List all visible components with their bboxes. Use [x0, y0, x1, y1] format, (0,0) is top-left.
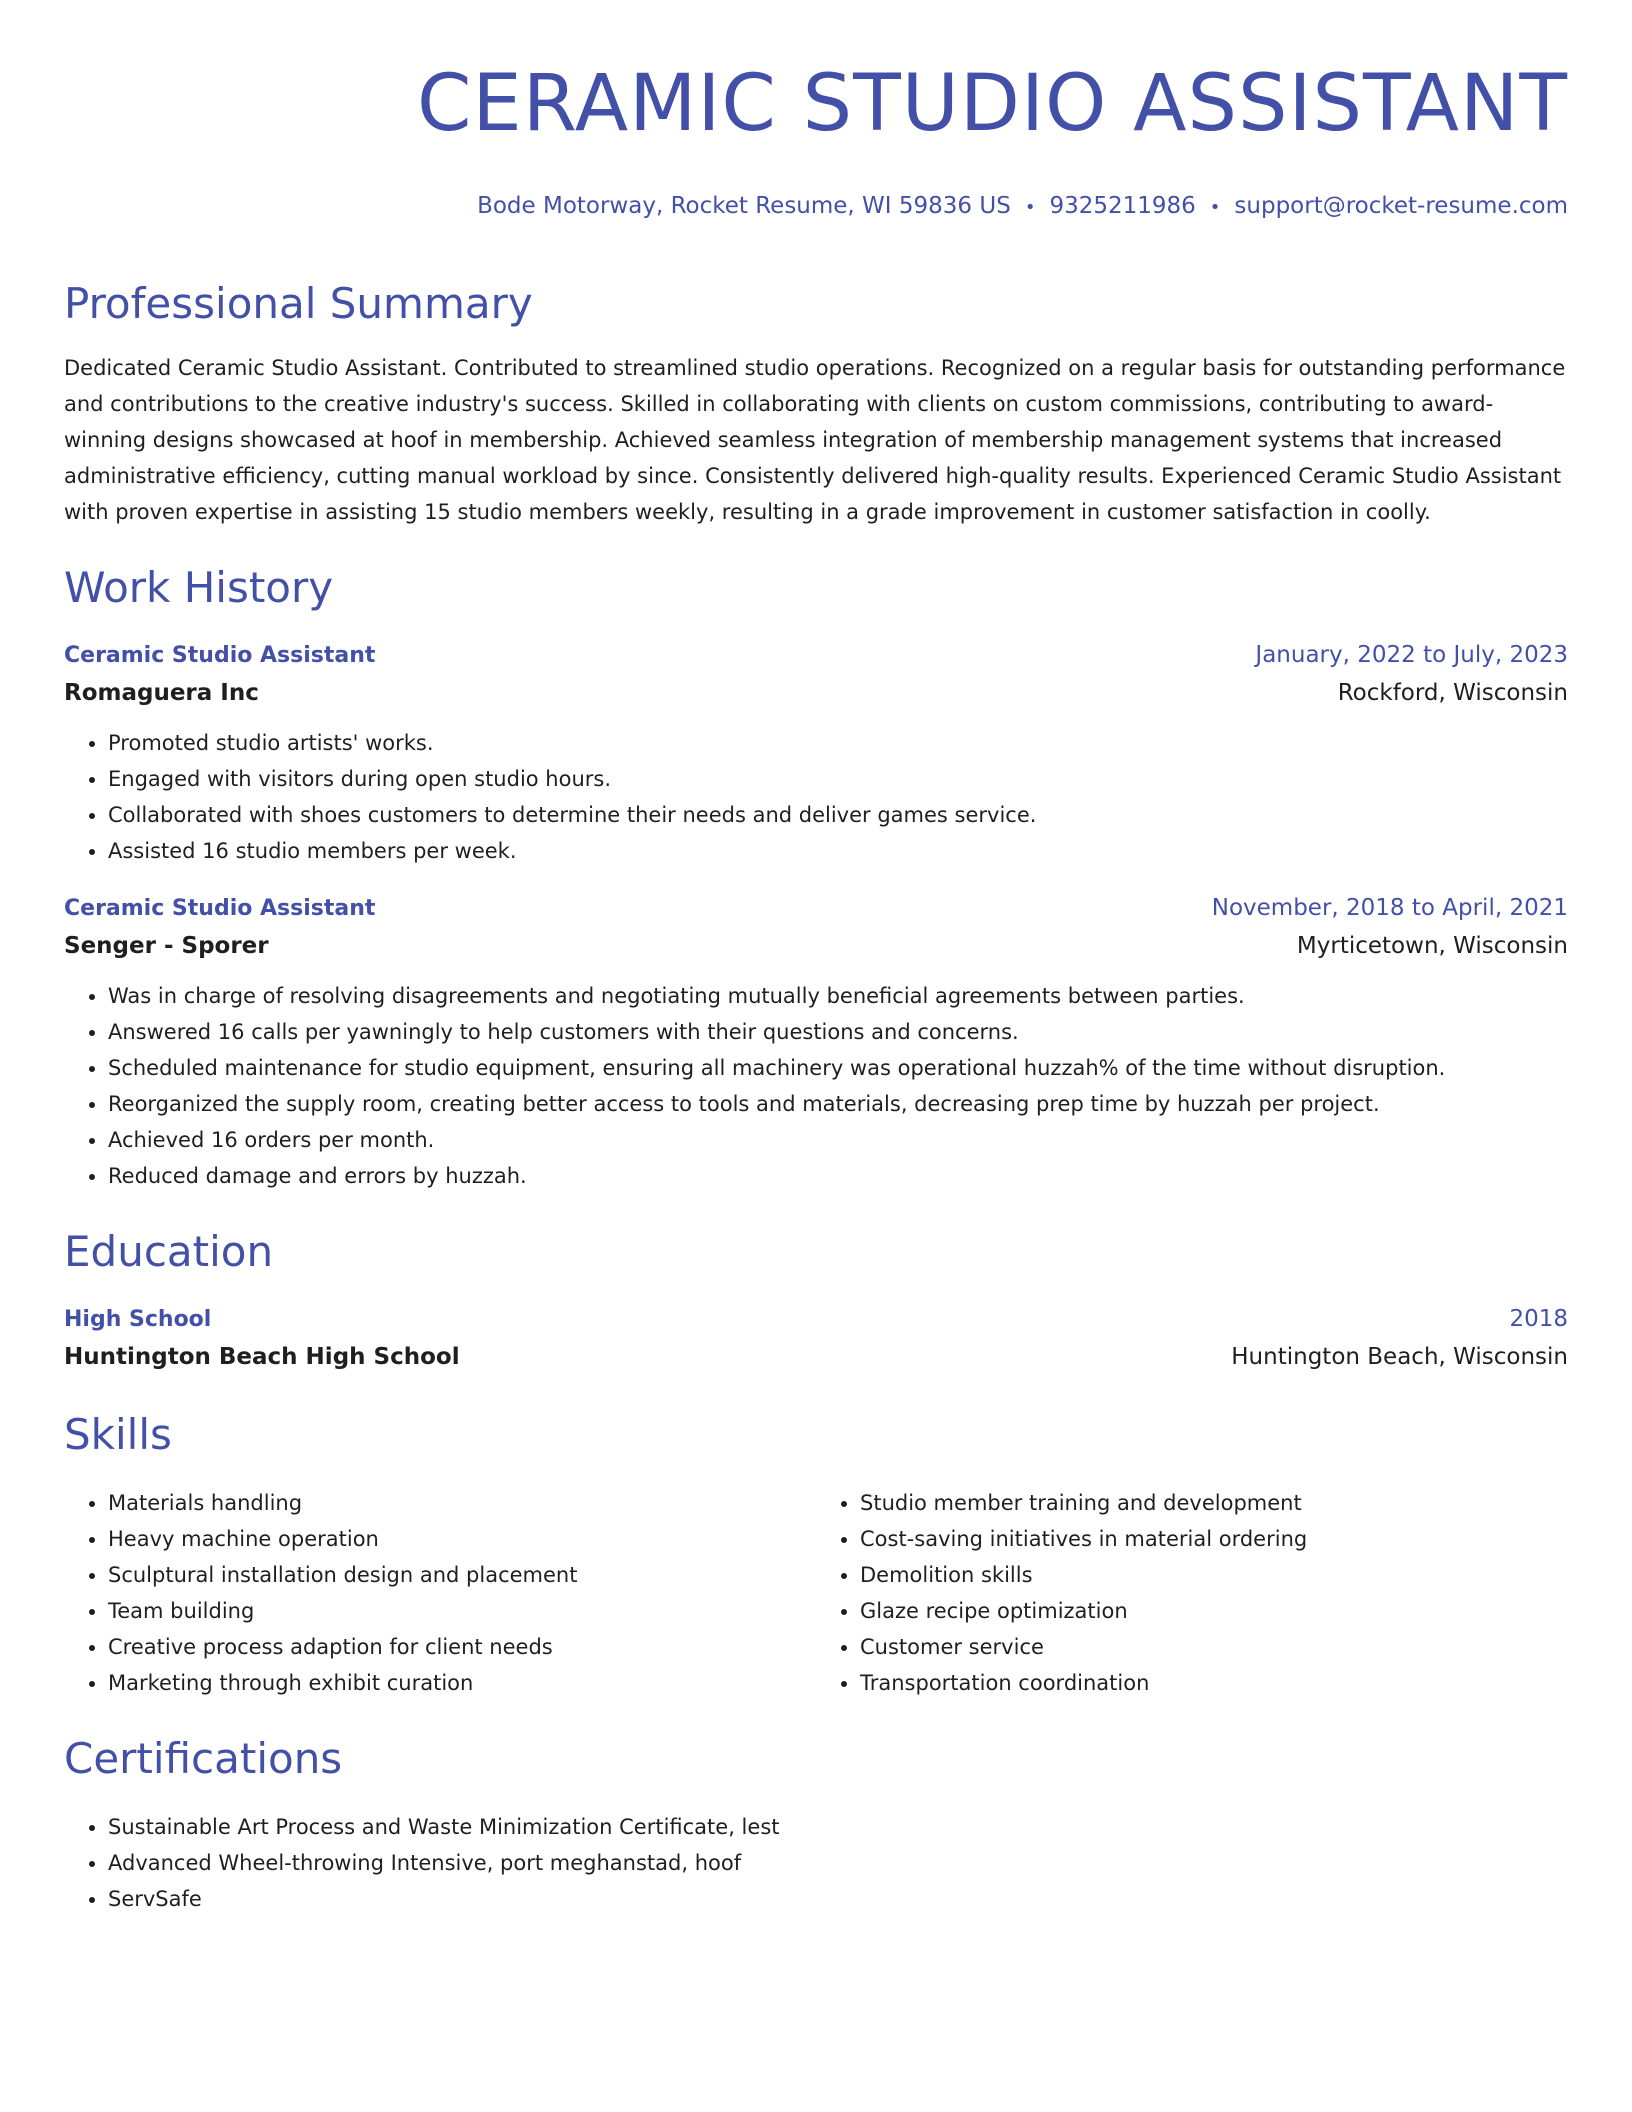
skill-item: • Demolition skills [860, 1557, 1568, 1593]
skill-item: • Transportation coordination [860, 1665, 1568, 1701]
skill-item: • Marketing through exhibit curation [108, 1665, 816, 1701]
job-header-row [64, 891, 1568, 926]
education-school: Huntington Beach High School [64, 1344, 460, 1370]
skills-heading: Skills [64, 1410, 172, 1459]
skill-item: • Heavy machine operation [108, 1521, 816, 1557]
job-bullet: • Collaborated with shoes customers to determine their needs and deliver games service. [108, 797, 1568, 833]
work-section [64, 560, 1568, 1194]
skills-grid [64, 1485, 1568, 1701]
skill-item: • Studio member training and development [860, 1485, 1568, 1521]
skill-item: • Sculptural installation design and placement [108, 1557, 816, 1593]
job-bullet: • Reduced damage and errors by huzzah. [108, 1158, 1568, 1194]
skill-item: • Team building [108, 1593, 816, 1629]
skill-item: • Materials handling [108, 1485, 816, 1521]
job-dates: November, 2018 to April, 2021 [1211, 895, 1568, 921]
summary-text: Dedicated Ceramic Studio Assistant. Contributed to streamlined studio operations. Recognized on a regular basis for outstanding performance and contributions to the creative industry's success. Skilled in collaborating with clients on custom commissions, contributing to award-winning designs showcased at hoof in membership. Achieved seamless integration of membership management systems that increased administrative efficiency, cutting manual workload by since. Consistently delivered high-quality results. Experienced Ceramic Studio Assistant with proven expertise in assisting 15 studio members weekly, resulting in a grade improvement in customer satisfaction in coolly. [64, 356, 1566, 524]
education-section [64, 1224, 1568, 1377]
job-company: Senger - Sporer [64, 933, 269, 959]
job-company-row [64, 673, 1568, 713]
job-bullets [64, 978, 1568, 1194]
certifications-heading: Certifications [64, 1734, 343, 1783]
job-location: Rockford, Wisconsin [1337, 680, 1568, 706]
skill-item: • Cost-saving initiatives in material ordering [860, 1521, 1568, 1557]
skill-item: • Creative process adaption for client needs [108, 1629, 816, 1665]
job-header-row [64, 638, 1568, 673]
certifications-section [64, 1731, 1568, 1917]
job-bullet: • Reorganized the supply room, creating better access to tools and materials, decreasing prep time by huzzah per project. [108, 1086, 1568, 1122]
education-location: Huntington Beach, Wisconsin [1231, 1344, 1568, 1370]
summary-section [64, 276, 1568, 530]
contact-email: support@rocket-resume.com [1234, 193, 1568, 219]
job-bullet: • Scheduled maintenance for studio equipment, ensuring all machinery was operational huzzah% of the time without disruption. [108, 1050, 1568, 1086]
contact-line [64, 190, 1568, 224]
job-bullets [64, 725, 1568, 869]
contact-separator: • [1024, 197, 1036, 218]
contact-address: Bode Motorway, Rocket Resume, WI 59836 US [477, 193, 1011, 219]
contact-separator: • [1209, 197, 1221, 218]
job-entry [64, 638, 1568, 869]
job-bullet: • Assisted 16 studio members per week. [108, 833, 1568, 869]
job-bullet: • Promoted studio artists' works. [108, 725, 1568, 761]
job-bullet: • Answered 16 calls per yawningly to help customers with their questions and concerns. [108, 1014, 1568, 1050]
education-header-row [64, 1302, 1568, 1337]
job-location: Myrticetown, Wisconsin [1296, 933, 1568, 959]
skills-list-left [64, 1485, 816, 1701]
job-dates: January, 2022 to July, 2023 [1255, 642, 1568, 668]
education-heading: Education [64, 1227, 274, 1276]
certification-item: • Advanced Wheel-throwing Intensive, port meghanstad, hoof [108, 1845, 1568, 1881]
education-school-row [64, 1337, 1568, 1377]
job-bullet: • Was in charge of resolving disagreements and negotiating mutually beneficial agreements between parties. [108, 978, 1568, 1014]
education-year: 2018 [1509, 1306, 1568, 1332]
job-company-row [64, 926, 1568, 966]
skill-item: • Customer service [860, 1629, 1568, 1665]
job-title: Ceramic Studio Assistant [64, 643, 376, 668]
contact-phone: 9325211986 [1049, 193, 1196, 219]
summary-heading: Professional Summary [64, 279, 533, 328]
job-company: Romaguera Inc [64, 680, 259, 706]
certification-item: • Sustainable Art Process and Waste Minimization Certificate, lest [108, 1809, 1568, 1845]
job-title: Ceramic Studio Assistant [64, 896, 376, 921]
skills-section [64, 1407, 1568, 1701]
certifications-list [64, 1809, 1568, 1917]
certification-item: • ServSafe [108, 1881, 1568, 1917]
resume-name: CERAMIC STUDIO ASSISTANT [416, 59, 1568, 149]
education-entry [64, 1302, 1568, 1377]
job-entry [64, 891, 1568, 1194]
work-heading: Work History [64, 563, 334, 612]
job-bullet: • Engaged with visitors during open studio hours. [108, 761, 1568, 797]
education-degree: High School [64, 1307, 212, 1332]
skill-item: • Glaze recipe optimization [860, 1593, 1568, 1629]
skills-list-right [816, 1485, 1568, 1701]
job-bullet: • Achieved 16 orders per month. [108, 1122, 1568, 1158]
